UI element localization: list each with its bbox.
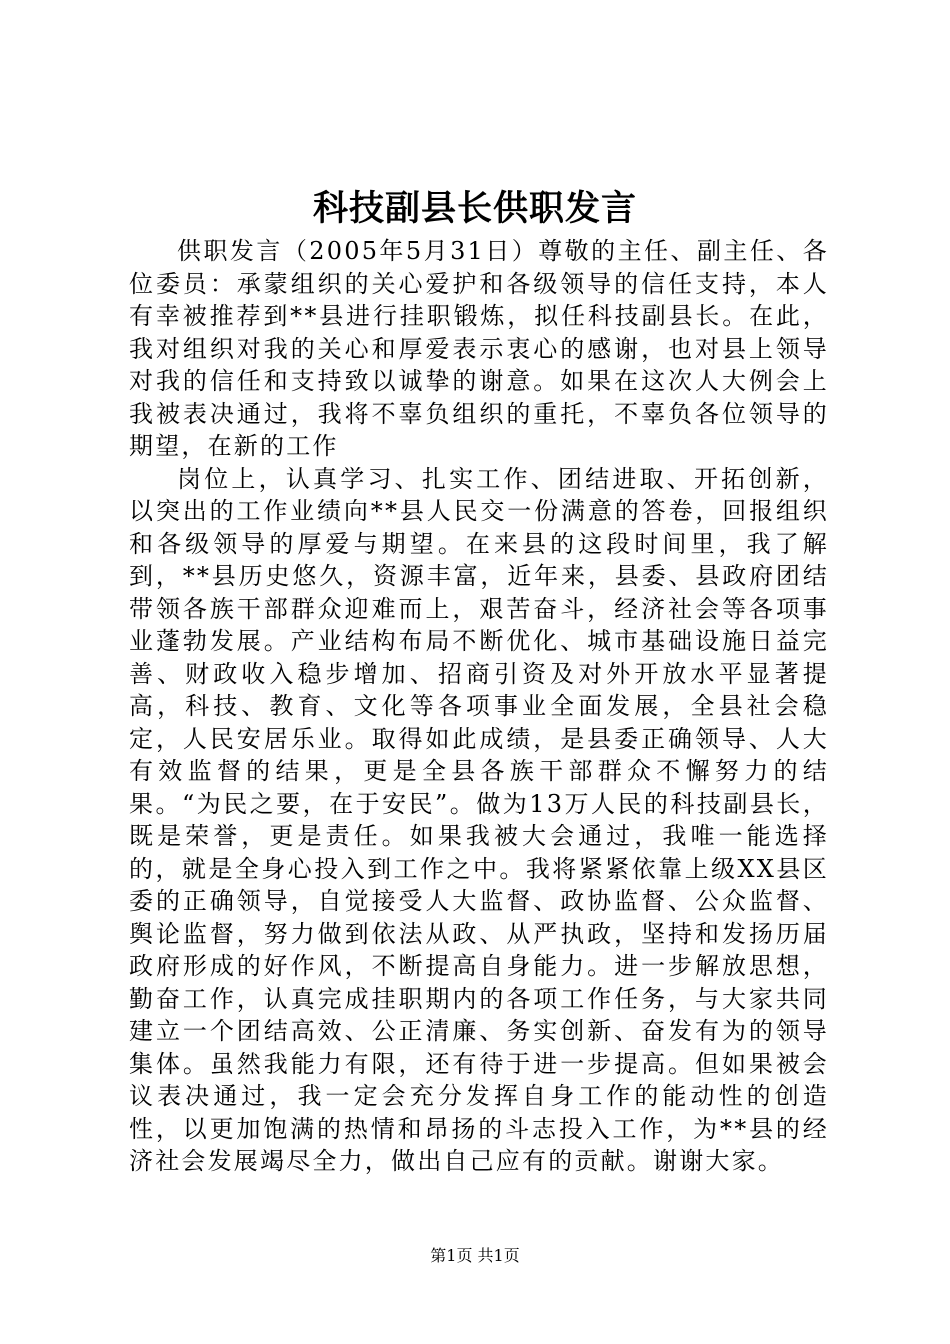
body-paragraph-2: 岗位上，认真学习、扎实工作、团结进取、开拓创新，以突出的工作业绩向**县人民交一份满意的答卷，回报组织和各级领导的厚爱与期望。在来县的这段时间里，我了解到，**县历史悠久，资源丰富，近年来，县委、县政府团结带领各族干部群众迎难而上，艰苦奋斗，经济社会等各项事业蓬勃发展。产业结构布局不断优化、城市基础设施日益完善、财政收入稳步增加、招商引资及对外开放水平显著提高，科技、教育、文化等各项事业全面发展，全县社会稳定，人民安居乐业。取得如此成绩，是县委正确领导、人大有效监督的结果，更是全县各族干部群众不懈努力的结果。“为民之要，在于安民”。做为13万人民的科技副县长，既是荣誉，更是责任。如果我被大会通过，我唯一能选择的，就是全身心投入到工作之中。我将紧紧依靠上级XX县区委的正确领导，自觉接受人大监督、政协监督、公众监督、舆论监督，努力做到依法从政、从严执政，坚持和发扬历届政府形成的好作风，不断提高自身能力。进一步解放思想，勤奋工作，认真完成挂职期内的各项工作任务，与大家共同建立一个团结高效、公正清廉、务实创新、奋发有为的领导集体。虽然我能力有限，还有待于进一步提高。但如果被会议表决通过，我一定会充分发挥自身工作的能动性的创造性，以更加饱满的热情和昂扬的斗志投入工作，为**县的经济社会发展竭尽全力，做出自己应有的贡献。谢谢大家。 xyxy=(129,464,829,1175)
document-body xyxy=(129,235,829,1178)
page-number: 第1页 共1页 xyxy=(430,1246,520,1265)
body-paragraph-1: 供职发言（2005年5月31日）尊敬的主任、副主任、各位委员：承蒙组织的关心爱护和各级领导的信任支持，本人有幸被推荐到**县进行挂职锻炼，拟任科技副县长。在此，我对组织对我的关心和厚爱表示衷心的感谢，也对县上领导对我的信任和支持致以诚挚的谢意。如果在这次人大例会上我被表决通过，我将不辜负组织的重托，不辜负各位领导的期望，在新的工作 xyxy=(129,237,829,460)
document-title: 科技副县长供职发言 xyxy=(312,188,637,229)
